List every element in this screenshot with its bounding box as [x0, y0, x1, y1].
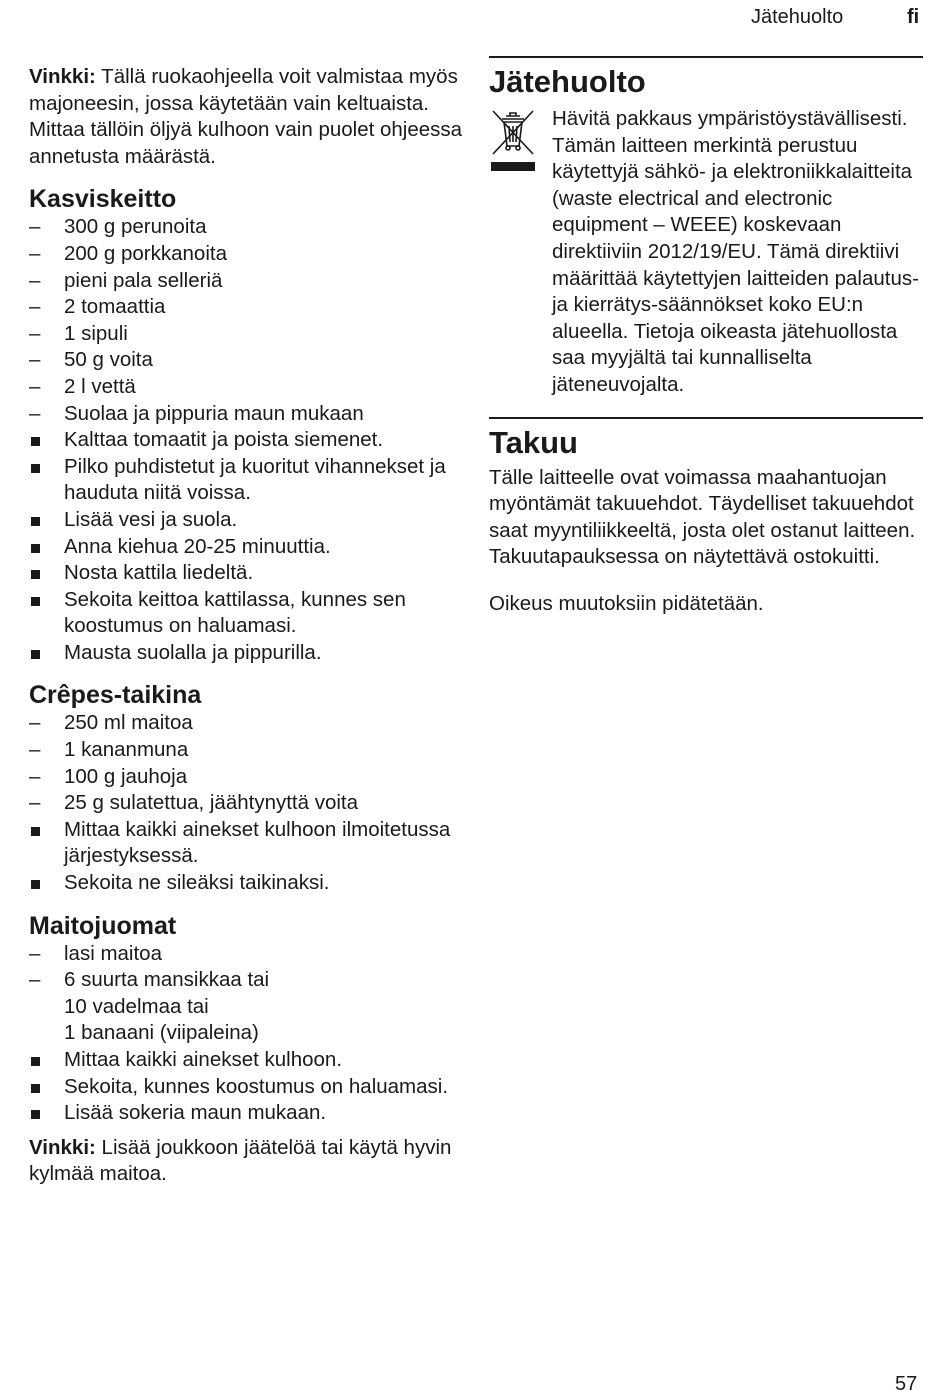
ingredient-line: 6 suurta mansikkaa tai	[64, 968, 270, 992]
tip-text: Lisää joukkoon jäätelöä tai käytä hyvin kylmää maitoa.	[29, 1135, 452, 1186]
section-divider	[489, 56, 923, 58]
soup-step-list	[29, 427, 469, 666]
list-item: Mausta suolalla ja pippurilla.	[29, 640, 469, 667]
list-item: – 100 g jauhoja	[29, 764, 469, 791]
list-item: Mittaa kaikki ainekset kulhoon.	[29, 1047, 469, 1074]
soup-ingredient-list	[29, 214, 469, 427]
soup-heading: Kasviskeitto	[29, 185, 177, 214]
left-column	[29, 64, 469, 1188]
tip-label: Vinkki:	[29, 1135, 96, 1159]
tip-label: Vinkki:	[29, 65, 96, 88]
disposal-heading: Jätehuolto	[489, 64, 646, 99]
right-column	[489, 56, 923, 618]
list-item: Lisää vesi ja suola.	[29, 507, 469, 534]
header-section-title: Jätehuolto	[751, 6, 844, 28]
list-item: – Suolaa ja pippuria maun mukaan	[29, 401, 469, 428]
list-item: – 1 kananmuna	[29, 737, 469, 764]
list-item: Pilko puhdistetut ja kuoritut vihannekset ja hauduta niitä voissa.	[29, 454, 469, 507]
list-item: Lisää sokeria maun mukaan.	[29, 1100, 469, 1127]
list-item: – 50 g voita	[29, 347, 469, 374]
list-item: – 25 g sulatettua, jäähtynyttä voita	[29, 790, 469, 817]
crepes-heading: Crêpes-taikina	[29, 681, 202, 710]
crepes-ingredient-list	[29, 710, 469, 816]
ingredient-line: 1 banaani (viipaleina)	[64, 1021, 259, 1045]
milk-ingredient-list	[29, 941, 469, 1047]
list-item: – 2 tomaattia	[29, 294, 469, 321]
disposal-block	[489, 106, 923, 399]
section-divider	[489, 417, 923, 419]
crepes-step-list	[29, 817, 469, 897]
list-item: – 250 ml maitoa	[29, 710, 469, 737]
list-item: Sekoita ne sileäksi taikinaksi.	[29, 870, 469, 897]
tip-milk-drink	[29, 1135, 469, 1188]
list-item: Mittaa kaikki ainekset kulhoon ilmoitetussa järjestyksessä.	[29, 817, 469, 870]
tip-text: Tällä ruokaohjeella voit valmistaa myös majoneesin, jossa käytetään vain keltuaista. Mittaa tällöin öljyä kulhoon vain puolet ohjeessa annetusta määrästä.	[29, 65, 463, 168]
warranty-text: Tälle laitteelle ovat voimassa maahantuojan myöntämät takuuehdot. Täydelliset takuuehdot saat myyntiliikkeeltä, josta olet ostanut laitteen. Takuutapauksessa on näytettävä ostokuitti.	[489, 465, 916, 569]
list-item: Anna kiehua 20-25 minuuttia.	[29, 534, 469, 561]
weee-crossed-bin-icon	[489, 106, 552, 399]
disposal-text: Hävitä pakkaus ympäristöystävällisesti. Tämän laitteen merkintä perustuu käytettyjä sähkö- ja elektroniikkalaitteita (waste electrical and electronic equipment – WEEE) koskevaan direktiiviin 2012/19/EU. Tämä direktiivi määrittää käytettyjen laitteiden palautus- ja kierrätys-säännökset koko EU:n alueella. Tietoja oikeasta jätehuollosta saa myyjältä tai kunnalliselta jäteneuvojalta.	[552, 107, 919, 396]
list-item: Sekoita, kunnes koostumus on haluamasi.	[29, 1074, 469, 1101]
page-number: 57	[895, 1373, 918, 1395]
list-item: – pieni pala selleriä	[29, 268, 469, 295]
milk-step-list	[29, 1047, 469, 1127]
rights-reserved-note: Oikeus muutoksiin pidätetään.	[489, 591, 764, 615]
page-header	[0, 6, 950, 32]
list-item	[29, 967, 469, 1047]
ingredient-line: 10 vadelmaa tai	[64, 994, 209, 1018]
list-item: – 300 g perunoita	[29, 214, 469, 241]
list-item: Nosta kattila liedeltä.	[29, 560, 469, 587]
list-item: – lasi maitoa	[29, 941, 469, 968]
list-item: – 1 sipuli	[29, 321, 469, 348]
warranty-heading: Takuu	[489, 424, 578, 460]
header-language-code: fi	[907, 6, 920, 28]
list-item: – 200 g porkkanoita	[29, 241, 469, 268]
list-item: Kalttaa tomaatit ja poista siemenet.	[29, 427, 469, 454]
list-item: – 2 l vettä	[29, 374, 469, 401]
tip-mayonnaise	[29, 64, 469, 170]
list-item: Sekoita keittoa kattilassa, kunnes sen koostumus on haluamasi.	[29, 587, 469, 640]
milk-drinks-heading: Maitojuomat	[29, 911, 177, 940]
